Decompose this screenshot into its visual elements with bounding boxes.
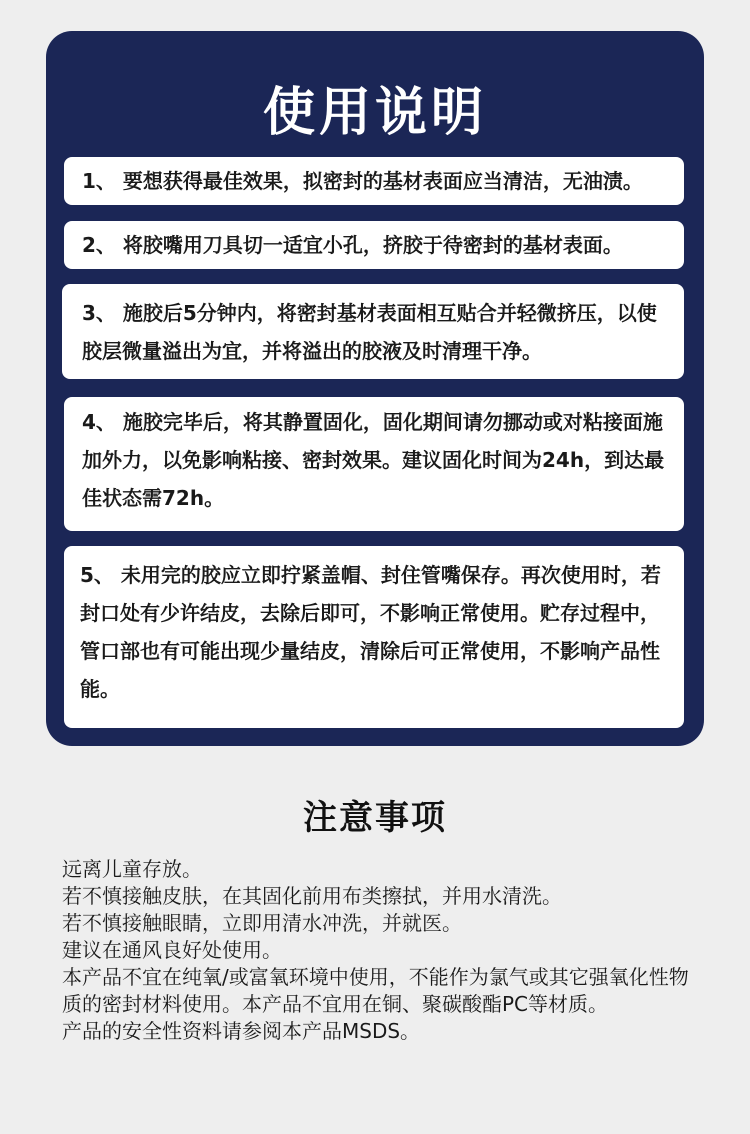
instruction-text: 要想获得最佳效果，拟密封的基材表面应当清洁，无油渍。 xyxy=(122,169,643,193)
precaution-line: 建议在通风良好处使用。 xyxy=(62,938,282,962)
precaution-line: 本产品不宜在纯氧/或富氧环境中使用，不能作为氯气或其它强氧化性物质的密封材料使用。本产品不宜用在铜、聚碳酸酯PC等材质。 xyxy=(62,965,689,1016)
instruction-number: 3、 xyxy=(82,301,123,325)
instruction-text: 施胶后5分钟内，将密封基材表面相互贴合并轻微挤压，以使胶层微量溢出为宜，并将溢出的胶液及时清理干净。 xyxy=(82,301,657,363)
instructions-title: 使用说明 xyxy=(262,83,487,143)
instruction-item-4 xyxy=(64,397,684,531)
instruction-number: 1、 xyxy=(82,169,123,193)
precaution-line: 若不慎接触皮肤，在其固化前用布类擦拭，并用水清洗。 xyxy=(62,884,562,908)
precaution-line: 若不慎接触眼睛，立即用清水冲洗，并就医。 xyxy=(62,911,462,935)
instruction-item-1 xyxy=(64,157,684,205)
instruction-item-2 xyxy=(64,221,684,269)
instruction-number: 4、 xyxy=(82,410,123,434)
instruction-item-3 xyxy=(62,284,684,379)
instruction-text: 将胶嘴用刀具切一适宜小孔，挤胶于待密封的基材表面。 xyxy=(122,233,623,257)
instruction-text: 施胶完毕后，将其静置固化，固化期间请勿挪动或对粘接面施加外力，以免影响粘接、密封效果。建议固化时间为24h，到达最佳状态需72h。 xyxy=(82,410,665,510)
precaution-line: 远离儿童存放。 xyxy=(62,857,202,881)
precautions-list xyxy=(62,856,702,1045)
instruction-number: 5、 xyxy=(80,563,121,587)
instruction-item-5 xyxy=(64,546,684,728)
precautions-title: 注意事项 xyxy=(303,798,447,838)
precaution-line: 产品的安全性资料请参阅本产品MSDS。 xyxy=(62,1019,421,1043)
instruction-text: 未用完的胶应立即拧紧盖帽、封住管嘴保存。再次使用时，若封口处有少许结皮，去除后即可，不影响正常使用。贮存过程中，管口部也有可能出现少量结皮，清除后可正常使用，不影响产品性能。 xyxy=(80,563,661,701)
instruction-number: 2、 xyxy=(82,233,123,257)
